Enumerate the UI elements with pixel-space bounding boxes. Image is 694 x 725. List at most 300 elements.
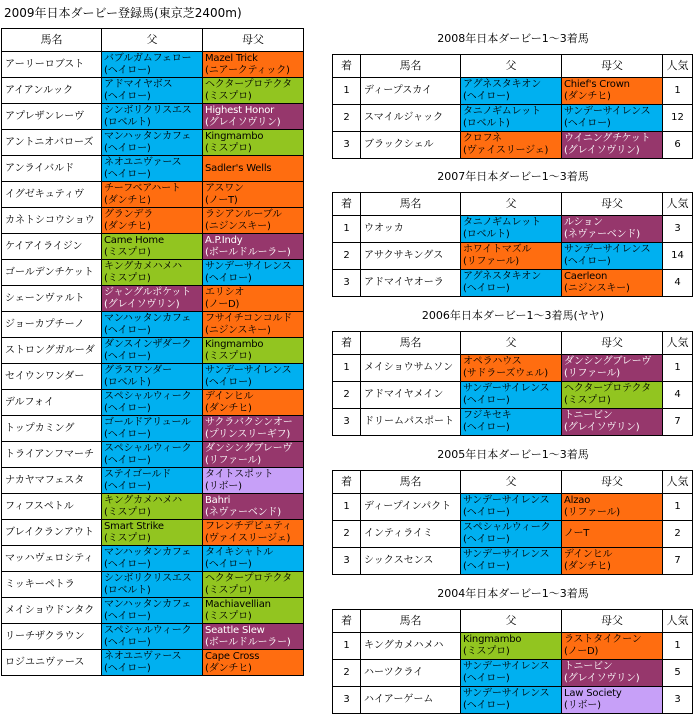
dam-sire-cell-line: (ネヴァーベンド) bbox=[205, 506, 281, 518]
table-row bbox=[333, 132, 693, 159]
sire-cell bbox=[102, 416, 203, 442]
sire-cell-line: (ヘイロー) bbox=[104, 636, 151, 648]
table-row bbox=[2, 494, 304, 520]
dam-sire-cell-line: (ノーT) bbox=[205, 194, 238, 206]
header-place: 着 bbox=[333, 193, 361, 216]
dam-sire-cell-line: (ヘイロー) bbox=[205, 272, 252, 284]
dam-sire-cell-line: (ダンチヒ) bbox=[564, 91, 611, 102]
dam-sire-cell-line: (ミスプロ) bbox=[564, 395, 611, 406]
table-row bbox=[333, 521, 693, 548]
horse-name: アプレザンレーヴ bbox=[2, 104, 102, 130]
dam-sire-cell-line: (ボールドルーラー) bbox=[205, 636, 291, 648]
sire-cell bbox=[102, 78, 203, 104]
dam-sire-cell-line: (グレイソヴリン) bbox=[205, 116, 281, 128]
header-horse-name: 馬名 bbox=[2, 29, 102, 52]
sire-cell-line: サンデーサイレンス bbox=[463, 688, 550, 699]
dam-sire-cell-line: (グレイソヴリン) bbox=[564, 145, 640, 156]
popularity: 6 bbox=[663, 132, 693, 159]
table-row bbox=[333, 270, 693, 297]
dam-sire-cell-line: (ボールドルーラー) bbox=[205, 246, 291, 258]
finish-place: 2 bbox=[333, 521, 361, 548]
header-place: 着 bbox=[333, 471, 361, 494]
dam-sire-cell bbox=[562, 521, 663, 548]
table-row bbox=[2, 390, 304, 416]
dam-sire-cell-line: Sadler's Wells bbox=[205, 162, 272, 174]
horse-name: フィフスペトル bbox=[2, 494, 102, 520]
sire-cell-line: クロフネ bbox=[463, 133, 502, 144]
sire-cell bbox=[102, 624, 203, 650]
table-row bbox=[333, 494, 693, 521]
horse-name: インティライミ bbox=[361, 521, 461, 548]
dam-sire-cell-line: (グレイソヴリン) bbox=[564, 422, 640, 433]
dam-sire-cell-line: (ミスプロ) bbox=[205, 584, 252, 596]
dam-sire-cell bbox=[203, 546, 304, 572]
header-dam-sire: 母父 bbox=[203, 29, 304, 52]
dam-sire-cell-line: (ネヴァーベンド) bbox=[564, 229, 640, 240]
dam-sire-cell-line: (ミスプロ) bbox=[205, 142, 252, 154]
dam-sire-cell bbox=[203, 520, 304, 546]
horse-name: メイショウサムソン bbox=[361, 355, 461, 382]
table-row bbox=[333, 687, 693, 714]
sire-cell-line: (ヴァイスリージェ) bbox=[463, 145, 549, 156]
dam-sire-cell bbox=[203, 494, 304, 520]
sire-cell bbox=[461, 243, 562, 270]
dam-sire-cell bbox=[203, 572, 304, 598]
dam-sire-cell bbox=[203, 442, 304, 468]
dam-sire-cell-line: Bahri bbox=[205, 494, 231, 506]
sire-cell bbox=[102, 130, 203, 156]
dam-sire-cell-line: (ミスプロ) bbox=[205, 350, 252, 362]
sire-cell bbox=[461, 355, 562, 382]
dam-sire-cell-line: (ヴァイスリージェ) bbox=[205, 532, 291, 544]
horse-name: ナカヤマフェスタ bbox=[2, 468, 102, 494]
sire-cell-line: ジャングルポケット bbox=[104, 286, 191, 298]
sire-cell-line: (ヘイロー) bbox=[463, 507, 510, 518]
dam-sire-cell-line: (ヘイロー) bbox=[205, 558, 252, 570]
sire-cell bbox=[102, 312, 203, 338]
header-sire: 父 bbox=[461, 610, 562, 633]
table-header-row bbox=[333, 332, 693, 355]
sire-cell-line: オペラハウス bbox=[463, 356, 522, 367]
sire-cell bbox=[102, 494, 203, 520]
sire-cell-line: Smart Strike bbox=[104, 520, 164, 532]
dam-sire-cell bbox=[203, 104, 304, 130]
horse-name: リーチザクラウン bbox=[2, 624, 102, 650]
dam-sire-cell-line: Machiavellian bbox=[205, 598, 271, 610]
sire-cell-line: Kingmambo bbox=[463, 634, 522, 645]
dam-sire-cell-line: アスワン bbox=[205, 182, 244, 194]
dam-sire-cell bbox=[562, 78, 663, 105]
horse-name: カネトシコウショウ bbox=[2, 208, 102, 234]
sire-cell-line: (ヘイロー) bbox=[104, 558, 151, 570]
table-row bbox=[2, 572, 304, 598]
dam-sire-cell-line: Caerleon bbox=[564, 271, 608, 282]
horse-name: アイアンルック bbox=[2, 78, 102, 104]
sire-cell bbox=[102, 442, 203, 468]
dam-sire-cell-line: エリシオ bbox=[205, 286, 245, 298]
horse-name: スマイルジャック bbox=[361, 105, 461, 132]
header-sire: 父 bbox=[461, 471, 562, 494]
header-horse-name: 馬名 bbox=[361, 332, 461, 355]
section-caption: 2004年日本ダービー1～3着馬 bbox=[437, 587, 589, 600]
dam-sire-cell bbox=[203, 468, 304, 494]
table-row bbox=[2, 52, 304, 78]
dam-sire-cell-line: デインヒル bbox=[205, 390, 254, 402]
table-row bbox=[2, 78, 304, 104]
sire-cell-line: (ロベルト) bbox=[463, 229, 510, 240]
table-header-row bbox=[2, 29, 304, 52]
dam-sire-cell bbox=[203, 598, 304, 624]
finish-place: 2 bbox=[333, 660, 361, 687]
sire-cell-line: タニノギムレット bbox=[463, 106, 541, 117]
horse-name: アドマイヤオーラ bbox=[361, 270, 461, 297]
sire-cell-line: (ヘイロー) bbox=[104, 64, 151, 76]
sire-cell bbox=[102, 338, 203, 364]
sire-cell bbox=[461, 521, 562, 548]
finish-place: 1 bbox=[333, 216, 361, 243]
sire-cell bbox=[461, 78, 562, 105]
horse-name: イグゼキュティヴ bbox=[2, 182, 102, 208]
dam-sire-cell bbox=[203, 624, 304, 650]
header-popularity: 人気 bbox=[663, 193, 693, 216]
dam-sire-cell bbox=[562, 687, 663, 714]
table-row bbox=[333, 216, 693, 243]
results-table bbox=[332, 470, 693, 575]
dam-sire-cell bbox=[203, 208, 304, 234]
sire-cell-line: マンハッタンカフェ bbox=[104, 598, 191, 610]
popularity: 7 bbox=[663, 548, 693, 575]
table-row bbox=[333, 633, 693, 660]
sire-cell bbox=[102, 234, 203, 260]
results-table bbox=[332, 54, 693, 159]
sire-cell-line: (ヘイロー) bbox=[463, 700, 510, 711]
dam-sire-cell bbox=[203, 312, 304, 338]
sire-cell bbox=[102, 598, 203, 624]
dam-sire-cell bbox=[203, 390, 304, 416]
dam-sire-cell bbox=[203, 182, 304, 208]
popularity: 14 bbox=[663, 243, 693, 270]
table-row bbox=[2, 338, 304, 364]
table-row bbox=[2, 234, 304, 260]
table-row bbox=[333, 78, 693, 105]
sire-cell bbox=[461, 494, 562, 521]
horse-name: ゴールデンチケット bbox=[2, 260, 102, 286]
finish-place: 2 bbox=[333, 243, 361, 270]
sire-cell-line: (ヘイロー) bbox=[463, 91, 510, 102]
dam-sire-cell-line: トニービン bbox=[564, 661, 613, 672]
dam-sire-cell-line: Kingmambo bbox=[205, 338, 264, 350]
sire-cell-line: (ヘイロー) bbox=[104, 454, 151, 466]
horse-name: アサクサキングス bbox=[361, 243, 461, 270]
dam-sire-cell bbox=[203, 416, 304, 442]
finish-place: 3 bbox=[333, 548, 361, 575]
dam-sire-cell bbox=[203, 260, 304, 286]
results-table bbox=[332, 331, 693, 436]
header-popularity: 人気 bbox=[663, 610, 693, 633]
section-caption: 2008年日本ダービー1～3着馬 bbox=[437, 32, 589, 45]
dam-sire-cell bbox=[562, 633, 663, 660]
dam-sire-cell-line: フレンチデピュティ bbox=[205, 520, 292, 532]
dam-sire-cell bbox=[562, 270, 663, 297]
finish-place: 3 bbox=[333, 409, 361, 436]
sire-cell bbox=[102, 546, 203, 572]
dam-sire-cell-line: ヘクタープロテクタ bbox=[205, 572, 292, 584]
sire-cell-line: (ヘイロー) bbox=[463, 534, 510, 545]
sire-cell-line: (ヘイロー) bbox=[104, 610, 151, 622]
dam-sire-cell-line: (リボー) bbox=[564, 700, 601, 711]
dam-sire-cell-line: サンデーサイレンス bbox=[564, 244, 651, 255]
table-row bbox=[333, 382, 693, 409]
horse-name: ジョーカプチーノ bbox=[2, 312, 102, 338]
sire-cell-line: マンハッタンカフェ bbox=[104, 312, 191, 324]
section-caption: 2005年日本ダービー1～3着馬 bbox=[437, 448, 589, 461]
sire-cell-line: スペシャルウィーク bbox=[104, 442, 192, 454]
sire-cell-line: キングカメハメハ bbox=[104, 260, 182, 272]
dam-sire-cell-line: (リファール) bbox=[564, 368, 621, 379]
dam-sire-cell-line: サンデーサイレンス bbox=[205, 260, 292, 272]
sire-cell bbox=[102, 572, 203, 598]
table-row bbox=[333, 355, 693, 382]
header-sire: 父 bbox=[461, 193, 562, 216]
sire-cell-line: (ミスプロ) bbox=[104, 246, 151, 258]
dam-sire-cell bbox=[203, 338, 304, 364]
header-horse-name: 馬名 bbox=[361, 193, 461, 216]
sire-cell-line: ゴールドアリュール bbox=[104, 416, 191, 428]
table-header-row bbox=[333, 610, 693, 633]
sire-cell-line: スペシャルウィーク bbox=[104, 390, 192, 402]
table-row bbox=[333, 548, 693, 575]
horse-name: ハイアーゲーム bbox=[361, 687, 461, 714]
dam-sire-cell bbox=[562, 243, 663, 270]
sire-cell-line: アグネスタキオン bbox=[463, 79, 541, 90]
dam-sire-cell-line: Law Society bbox=[564, 688, 622, 699]
sire-cell-line: (ヘイロー) bbox=[463, 673, 510, 684]
horse-name: アドマイヤメイン bbox=[361, 382, 461, 409]
sire-cell-line: グランデラ bbox=[104, 208, 153, 220]
dam-sire-cell-line: ラシアンルーブル bbox=[205, 208, 282, 220]
sire-cell-line: (グレイソヴリン) bbox=[104, 298, 180, 310]
horse-name: ディープインパクト bbox=[361, 494, 461, 521]
sire-cell-line: (ヘイロー) bbox=[104, 480, 151, 492]
sire-cell-line: (ミスプロ) bbox=[104, 272, 151, 284]
header-sire: 父 bbox=[461, 55, 562, 78]
dam-sire-cell-line: ウイニングチケット bbox=[564, 133, 651, 144]
dam-sire-cell bbox=[562, 216, 663, 243]
dam-sire-cell bbox=[203, 364, 304, 390]
table-row bbox=[2, 104, 304, 130]
dam-sire-cell-line: (ダンチヒ) bbox=[205, 662, 252, 674]
horse-name: シェーンヴァルト bbox=[2, 286, 102, 312]
table-row bbox=[333, 105, 693, 132]
finish-place: 1 bbox=[333, 78, 361, 105]
horse-name: ロジユニヴァース bbox=[2, 650, 102, 676]
horse-name: トップカミング bbox=[2, 416, 102, 442]
dam-sire-cell-line: タイトスポット bbox=[205, 468, 274, 480]
table-row bbox=[333, 660, 693, 687]
sire-cell-line: チーフベアハート bbox=[104, 182, 181, 194]
sire-cell-line: (ヘイロー) bbox=[104, 168, 151, 180]
dam-sire-cell-line: サンデーサイレンス bbox=[205, 364, 292, 376]
results-table bbox=[332, 192, 693, 297]
dam-sire-cell bbox=[203, 234, 304, 260]
popularity: 7 bbox=[663, 409, 693, 436]
header-place: 着 bbox=[333, 332, 361, 355]
sire-cell-line: (ダンチヒ) bbox=[104, 220, 151, 232]
dam-sire-cell-line: (ニジンスキー) bbox=[205, 220, 271, 232]
popularity: 3 bbox=[663, 687, 693, 714]
dam-sire-cell bbox=[562, 409, 663, 436]
sire-cell-line: バブルガムフェロー bbox=[104, 52, 192, 64]
table-header-row bbox=[333, 55, 693, 78]
sire-cell-line: (ヘイロー) bbox=[463, 561, 510, 572]
table-row bbox=[2, 286, 304, 312]
dam-sire-cell bbox=[562, 105, 663, 132]
sire-cell bbox=[102, 468, 203, 494]
dam-sire-cell bbox=[562, 355, 663, 382]
dam-sire-cell-line: Alzao bbox=[564, 495, 591, 506]
dam-sire-cell-line: サンデーサイレンス bbox=[564, 106, 651, 117]
dam-sire-cell-line: ヘクタープロテクタ bbox=[205, 78, 292, 90]
sire-cell-line: サンデーサイレンス bbox=[463, 495, 550, 506]
popularity: 1 bbox=[663, 355, 693, 382]
finish-place: 1 bbox=[333, 633, 361, 660]
table-row bbox=[2, 650, 304, 676]
sire-cell-line: (ヘイロー) bbox=[104, 142, 151, 154]
dam-sire-cell bbox=[203, 156, 304, 182]
dam-sire-cell-line: (プリンスリーギフ) bbox=[205, 428, 291, 440]
dam-sire-cell-line: デインヒル bbox=[564, 549, 613, 560]
horse-name: ドリームパスポート bbox=[361, 409, 461, 436]
dam-sire-cell-line: (ダンチヒ) bbox=[205, 402, 252, 414]
dam-sire-cell-line: (リファール) bbox=[564, 507, 621, 518]
sire-cell-line: (ヘイロー) bbox=[463, 422, 510, 433]
dam-sire-cell-line: (ニジンスキー) bbox=[564, 283, 630, 294]
popularity: 4 bbox=[663, 382, 693, 409]
dam-sire-cell bbox=[203, 286, 304, 312]
sire-cell bbox=[461, 633, 562, 660]
sire-cell bbox=[102, 520, 203, 546]
sire-cell-line: (ミスプロ) bbox=[104, 532, 151, 544]
horse-name: ブラックシェル bbox=[361, 132, 461, 159]
sire-cell-line: (ミスプロ) bbox=[104, 506, 151, 518]
dam-sire-cell-line: (リファール) bbox=[205, 454, 262, 466]
sire-cell bbox=[461, 132, 562, 159]
table-row bbox=[2, 312, 304, 338]
header-popularity: 人気 bbox=[663, 55, 693, 78]
dam-sire-cell-line: (ヘイロー) bbox=[205, 376, 252, 388]
finish-place: 3 bbox=[333, 270, 361, 297]
horse-name: マッハヴェロシティ bbox=[2, 546, 102, 572]
popularity: 2 bbox=[663, 521, 693, 548]
sire-cell bbox=[461, 548, 562, 575]
finish-place: 2 bbox=[333, 105, 361, 132]
dam-sire-cell-line: (リボー) bbox=[205, 480, 242, 492]
dam-sire-cell-line: Cape Cross bbox=[205, 650, 260, 662]
header-popularity: 人気 bbox=[663, 471, 693, 494]
horse-name: ミッキーペトラ bbox=[2, 572, 102, 598]
sire-cell-line: タニノギムレット bbox=[463, 217, 541, 228]
popularity: 1 bbox=[663, 494, 693, 521]
sire-cell bbox=[461, 382, 562, 409]
finish-place: 1 bbox=[333, 355, 361, 382]
dam-sire-cell-line: (ヘイロー) bbox=[564, 256, 611, 267]
finish-place: 3 bbox=[333, 132, 361, 159]
header-sire: 父 bbox=[102, 29, 203, 52]
sire-cell-line: ネオユニヴァース bbox=[104, 156, 182, 168]
sire-cell bbox=[102, 208, 203, 234]
dam-sire-cell-line: タイキシャトル bbox=[205, 546, 274, 558]
sire-cell bbox=[102, 650, 203, 676]
sire-cell-line: アグネスタキオン bbox=[463, 271, 541, 282]
header-horse-name: 馬名 bbox=[361, 610, 461, 633]
sire-cell-line: (リファール) bbox=[463, 256, 520, 267]
sire-cell bbox=[102, 104, 203, 130]
sire-cell-line: (ミスプロ) bbox=[463, 646, 510, 657]
dam-sire-cell bbox=[203, 650, 304, 676]
table-row bbox=[2, 624, 304, 650]
header-horse-name: 馬名 bbox=[361, 471, 461, 494]
section-caption: 2006年日本ダービー1～3着馬(ヤヤ) bbox=[421, 309, 605, 322]
dam-sire-cell bbox=[562, 660, 663, 687]
dam-sire-cell-line: Seattle Slew bbox=[205, 624, 265, 636]
table-row bbox=[2, 468, 304, 494]
results-table bbox=[332, 609, 693, 714]
sire-cell-line: スペシャルウィーク bbox=[104, 624, 192, 636]
horse-name: キングカメハメハ bbox=[361, 633, 461, 660]
horse-name: デルフォイ bbox=[2, 390, 102, 416]
sire-cell-line: (ヘイロー) bbox=[463, 395, 510, 406]
horse-name: ケイアイライジン bbox=[2, 234, 102, 260]
sire-cell bbox=[102, 182, 203, 208]
sire-cell-line: Came Home bbox=[104, 234, 164, 246]
table-row bbox=[2, 260, 304, 286]
header-dam-sire: 母父 bbox=[562, 193, 663, 216]
horse-name: メイショウドンタク bbox=[2, 598, 102, 624]
table-row bbox=[2, 442, 304, 468]
registered-horses-table bbox=[1, 28, 304, 676]
popularity: 3 bbox=[663, 216, 693, 243]
finish-place: 1 bbox=[333, 494, 361, 521]
dam-sire-cell-line: (ヘイロー) bbox=[564, 118, 611, 129]
sire-cell bbox=[461, 216, 562, 243]
popularity: 1 bbox=[663, 633, 693, 660]
sire-cell-line: (ロベルト) bbox=[463, 118, 510, 129]
sire-cell-line: ホワイトマズル bbox=[463, 244, 532, 255]
table-row bbox=[333, 243, 693, 270]
sire-cell-line: ステイゴールド bbox=[104, 468, 172, 480]
sire-cell-line: (ヘイロー) bbox=[463, 283, 510, 294]
popularity: 5 bbox=[663, 660, 693, 687]
sire-cell bbox=[461, 687, 562, 714]
dam-sire-cell-line: ダンシングブレーヴ bbox=[564, 356, 652, 367]
sire-cell-line: (ヘイロー) bbox=[104, 324, 151, 336]
sire-cell-line: (ロベルト) bbox=[104, 584, 151, 596]
sire-cell-line: シンボリクリスエス bbox=[104, 104, 192, 116]
sire-cell-line: フジキセキ bbox=[463, 410, 512, 421]
dam-sire-cell-line: ルション bbox=[564, 217, 603, 228]
sire-cell-line: スペシャルウィーク bbox=[463, 522, 551, 533]
dam-sire-cell-line: (ノーD) bbox=[564, 646, 599, 657]
sire-cell bbox=[102, 286, 203, 312]
table-row bbox=[2, 208, 304, 234]
horse-name: ハーツクライ bbox=[361, 660, 461, 687]
sire-cell-line: マンハッタンカフェ bbox=[104, 546, 191, 558]
sire-cell-line: グラスワンダー bbox=[104, 364, 172, 376]
dam-sire-cell bbox=[203, 52, 304, 78]
dam-sire-cell-line: (ダンチヒ) bbox=[564, 561, 611, 572]
sire-cell-line: (ヘイロー) bbox=[104, 662, 151, 674]
finish-place: 2 bbox=[333, 382, 361, 409]
